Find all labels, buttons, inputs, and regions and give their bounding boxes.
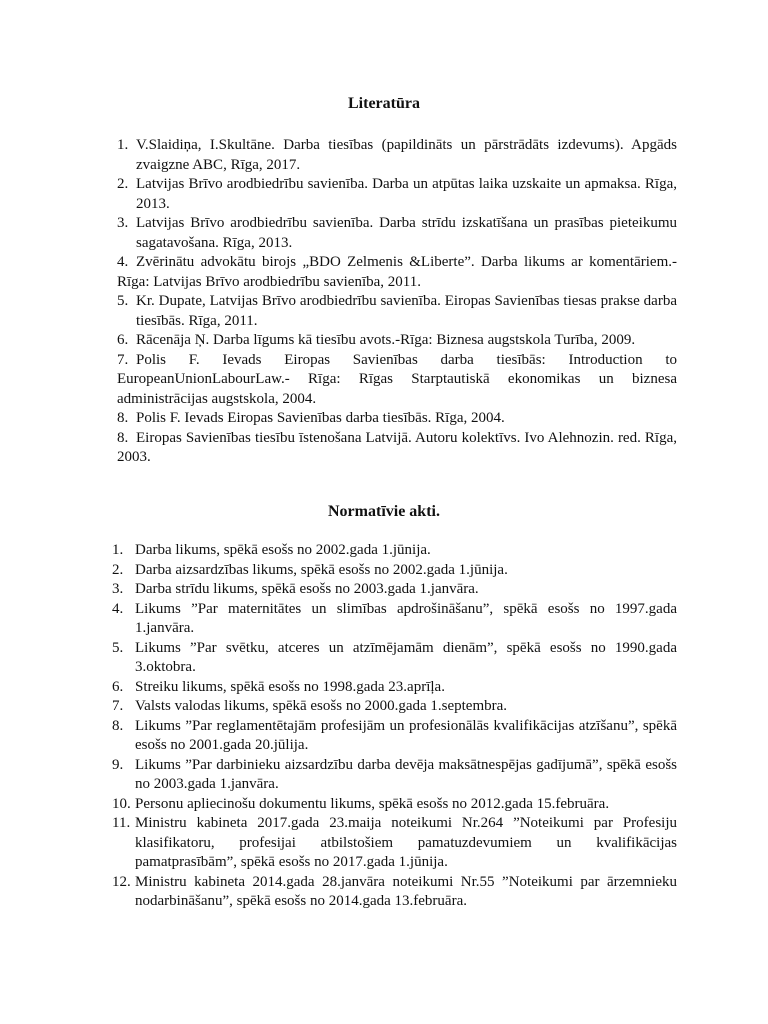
normative-act-item [112, 561, 677, 581]
literature-item-number: 3. [117, 215, 129, 231]
normative-act-number: 11. [112, 815, 131, 831]
normative-act-text: Personu apliecinošu dokumentu likums, spēkā esošs no 2012.gada 15.februāra. [135, 795, 610, 812]
literature-item-text: Zvērinātu advokātu birojs „BDO Zelmenis &Liberte”. Darba likums ar komentāriem.- Rīga: Latvijas Brīvo arodbiedrību savienība, 2011. [117, 254, 677, 290]
normative-act-text: Darba likums, spēkā esošs no 2002.gada 1.jūnija. [135, 542, 431, 558]
literature-item-number: 8. [117, 410, 129, 426]
literature-item-text: Rācenāja Ņ. Darba līgums kā tiesību avots.-Rīga: Biznesa augstskola Turība, 2009. [136, 332, 636, 348]
normative-act-item [112, 795, 677, 815]
normative-act-item [112, 717, 677, 756]
literature-item-number: 4. [117, 254, 129, 270]
literature-item-number: 2. [117, 176, 129, 192]
normative-act-number: 10. [112, 795, 131, 812]
normative-act-number: 7. [112, 698, 124, 714]
literature-item-text: Polis F. Ievads Eiropas Savienības darba tiesībās. Rīga, 2004. [136, 410, 505, 426]
normative-act-item [112, 756, 677, 795]
literature-item-number: 6. [117, 332, 129, 348]
normative-act-number: 8. [112, 717, 124, 734]
normative-act-text: Ministru kabineta 2014.gada 28.janvāra noteikumi Nr.55 ”Noteikumi par ārzemnieku nodarbināšanu”, spēkā esošs no 2014.gada 13.februāra. [135, 873, 677, 909]
literature-item [117, 429, 677, 468]
literature-item-text: Latvijas Brīvo arodbiedrību savienība. Darba strīdu izskatīšana un prasības pieteikumu sagatavošana. Rīga, 2013. [136, 215, 677, 251]
normative-act-item [112, 873, 677, 912]
normative-act-number: 3. [112, 581, 124, 597]
normative-act-text: Darba aizsardzības likums, spēkā esošs no 2002.gada 1.jūnija. [135, 561, 508, 578]
normative-act-text: Darba strīdu likums, spēkā esošs no 2003.gada 1.janvāra. [135, 581, 479, 597]
literature-item [117, 214, 677, 253]
normative-act-text: Streiku likums, spēkā esošs no 1998.gada 23.aprīļa. [135, 678, 445, 695]
normative-act-number: 9. [112, 756, 124, 773]
literature-item-text: Eiropas Savienības tiesību īstenošana Latvijā. Autoru kolektīvs. Ivo Alehnozin. red. Rīga, 2003. [117, 429, 677, 465]
literature-item-number: 1. [117, 137, 129, 153]
literature-item-number: 5. [117, 293, 129, 309]
literature-item-text: Latvijas Brīvo arodbiedrību savienība. Darba un atpūtas laika uzskaite un apmaksa. Rīga, 2013. [136, 176, 677, 212]
normative-act-number: 2. [112, 561, 124, 578]
normative-act-item [112, 697, 677, 717]
normative-act-item [112, 541, 677, 561]
literature-item-text: Kr. Dupate, Latvijas Brīvo arodbiedrību savienība. Eiropas Savienības tiesas prakse darba tiesībās. Rīga, 2011. [136, 293, 677, 329]
normative-act-text: Likums ”Par darbinieku aizsardzību darba devēja maksātnespējas gadījumā”, spēkā esošs no 2003.gada 1.janvāra. [135, 756, 677, 792]
normative-act-item [112, 814, 677, 873]
literature-item [117, 331, 677, 351]
normative-act-number: 6. [112, 678, 124, 695]
normative-act-item [112, 580, 677, 600]
literature-item-text: Polis F. Ievads Eiropas Savienības darba tiesībās: Introduction to EuropeanUnionLabourLaw.- Rīga: Rīgas Starptautiskā ekonomikas un biznesa administrācijas augstskola, 2004. [117, 351, 677, 407]
normative-acts-heading: Normatīvie akti. [328, 503, 440, 520]
literature-item [117, 409, 677, 429]
literature-list [117, 136, 677, 468]
literature-heading: Literatūra [348, 95, 420, 112]
literature-item [117, 351, 677, 410]
normative-acts-list [112, 541, 677, 912]
normative-act-text: Valsts valodas likums, spēkā esošs no 2000.gada 1.septembra. [135, 698, 508, 714]
literature-item-number: 8. [117, 429, 129, 446]
literature-item-number: 7. [117, 351, 129, 368]
normative-act-item [112, 678, 677, 698]
normative-act-text: Ministru kabineta 2017.gada 23.maija noteikumi Nr.264 ”Noteikumi par Profesiju klasifikatoru, profesijai atbilstošiem pamatuzdevumiem un kvalifikācijas pamatprasībām”, spēkā esošs no 2017.gada 1.jūnija. [135, 815, 677, 870]
normative-act-number: 12. [112, 873, 131, 890]
literature-item [117, 175, 677, 214]
normative-act-item [112, 600, 677, 639]
normative-act-item [112, 639, 677, 678]
normative-act-text: Likums ”Par svētku, atceres un atzīmējamām dienām”, spēkā esošs no 1990.gada 3.oktobra. [135, 639, 677, 675]
normative-act-number: 1. [112, 542, 124, 558]
normative-act-text: Likums ”Par maternitātes un slimības apdrošināšanu”, spēkā esošs no 1997.gada 1.janvāra. [135, 600, 677, 636]
literature-item-text: V.Slaidiņa, I.Skultāne. Darba tiesības (papildināts un pārstrādāts izdevums). Apgāds zvaigzne ABC, Rīga, 2017. [136, 137, 677, 173]
literature-item [117, 292, 677, 331]
literature-item [117, 253, 677, 292]
normative-act-text: Likums ”Par reglamentētajām profesijām un profesionālās kvalifikācijas atzīšanu”, spēkā esošs no 2001.gada 20.jūlija. [135, 717, 677, 753]
normative-act-number: 4. [112, 600, 124, 617]
literature-item [117, 136, 677, 175]
normative-act-number: 5. [112, 639, 124, 656]
